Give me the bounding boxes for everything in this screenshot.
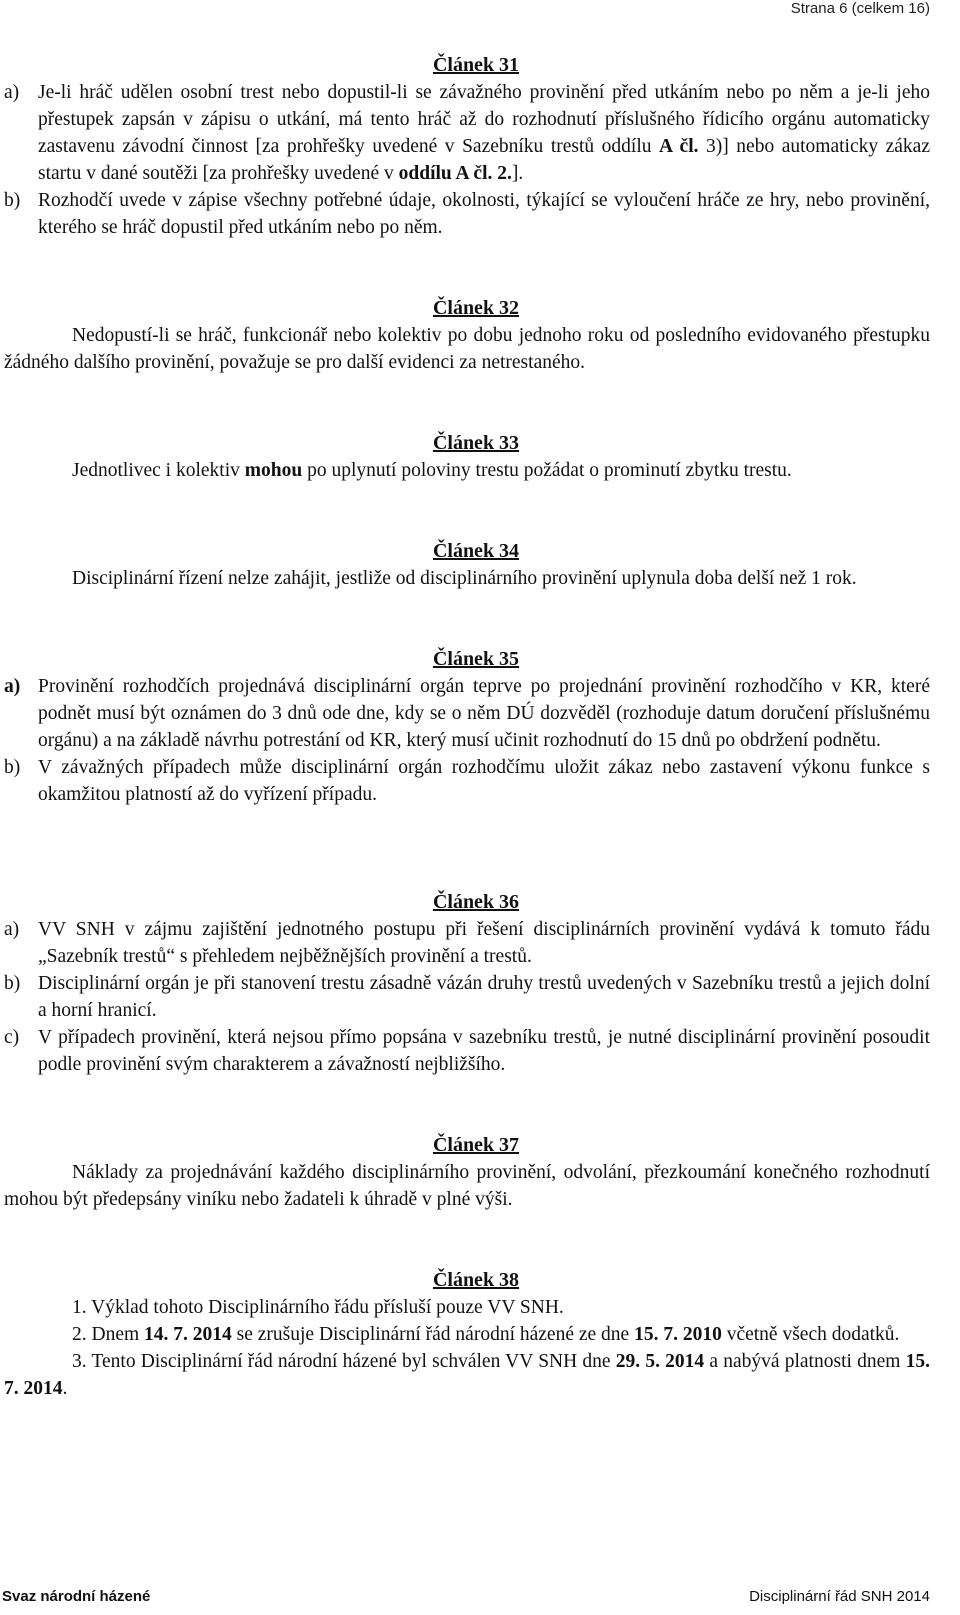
list-item: [4, 916, 930, 970]
bold-text: mohou: [244, 460, 303, 481]
text-run: se zrušuje Disciplinární řád národní házené ze dne: [231, 1324, 635, 1345]
article-35: [4, 646, 930, 808]
text-run: po uplynutí poloviny trestu požádat o prominutí zbytku trestu.: [302, 460, 792, 481]
text-run: 3)] nebo automaticky zákaz startu v dané soutěži [za prohřešky uvedené v: [38, 136, 930, 184]
text-run: a nabývá platnosti dnem: [704, 1351, 906, 1372]
article-text: Nedopustí-li se hráč, funkcionář nebo kolektiv po dobu jednoho roku od posledního evidovaného přestupku žádného dalšího provinění, považuje se pro další evidenci za netrestaného.: [4, 325, 930, 373]
article-37: [4, 1132, 930, 1213]
text-run: 2. Dnem: [72, 1324, 145, 1345]
article-38: [4, 1267, 930, 1402]
list-marker: b): [4, 973, 21, 994]
list-item: [4, 673, 930, 754]
text-run: včetně všech dodatků.: [721, 1324, 900, 1345]
list-marker: a): [4, 919, 20, 940]
list-item: [4, 1024, 930, 1078]
article-34: [4, 538, 930, 592]
article-title: Článek 32: [432, 297, 520, 319]
numbered-item: [4, 1321, 930, 1348]
article-33: [4, 430, 930, 484]
article-list: [4, 916, 930, 1078]
list-item-text: Rozhodčí uvede v zápise všechny potřebné údaje, okolnosti, týkající se vyloučení hráče ze hry, nebo provinění, kterého se hráč dopustil před utkáním nebo po něm.: [38, 190, 930, 238]
list-item: [4, 79, 930, 187]
text-run: 3. Tento Disciplinární řád národní házené byl schválen VV SNH dne: [72, 1351, 616, 1372]
text-run: Jednotlivec i kolektiv: [72, 460, 245, 481]
page-footer: [2, 1588, 930, 1605]
list-marker: b): [4, 190, 21, 211]
article-title: Článek 36: [432, 891, 520, 913]
list-item: [4, 970, 930, 1024]
article-text: [4, 457, 930, 484]
article-text: Disciplinární řízení nelze zahájit, jestliže od disciplinárního provinění uplynula doba delší než 1 rok.: [72, 568, 857, 589]
article-31: [4, 52, 930, 241]
list-marker: a): [4, 82, 20, 103]
list-item-text: VV SNH v zájmu zajištění jednotného postupu při řešení disciplinárních provinění vydává k tomuto řádu „Sazebník trestů“ s přehledem nejběžnějších provinění a trestů.: [38, 919, 930, 967]
text-run: .: [62, 1378, 68, 1399]
list-marker: c): [4, 1027, 20, 1048]
list-item: [4, 187, 930, 241]
list-item-text: V případech provinění, která nejsou přímo popsána v sazebníku trestů, je nutné disciplinární provinění posoudit podle provinění svým charakterem a závažností nejbližšího.: [38, 1027, 930, 1075]
article-36: [4, 889, 930, 1078]
list-item-text: V závažných případech může disciplinární orgán rozhodčímu uložit zákaz nebo zastavení výkonu funkce s okamžitou platností až do vyřízení případu.: [38, 757, 930, 805]
article-title: Článek 38: [432, 1269, 520, 1291]
list-item: [4, 754, 930, 808]
bold-text: 15. 7. 2014: [4, 1351, 931, 1399]
list-item-text: [38, 79, 930, 187]
footer-document-title: Disciplinární řád SNH 2014: [749, 1588, 930, 1605]
article-list: [4, 673, 930, 808]
bold-text: oddílu A čl. 2.: [398, 163, 512, 184]
text-run: Je-li hráč udělen osobní trest nebo dopustil-li se závažného provinění před utkáním nebo po něm a je-li jeho přestupek zapsán v zápisu o utkání, má tento hráč až do rozhodnutí příslušného řídicího orgánu automaticky zastavenu závodní činnost [za prohřešky uvedené v Sazebníku trestů oddílu: [38, 82, 930, 157]
numbered-item: 1. Výklad tohoto Disciplinárního řádu přísluší pouze VV SNH.: [72, 1297, 564, 1318]
text-run: ].: [511, 163, 524, 184]
bold-text: 15. 7. 2010: [634, 1324, 722, 1345]
list-item-text: Provinění rozhodčích projednává disciplinární orgán teprve po projednání provinění rozhodčího v KR, které podnět musí být oznámen do 3 dnů ode dne, kdy se o něm DÚ dozvěděl (rozhoduje datum doručení příslušnému orgánu) a na základě návrhu potrestání od KR, který musí učinit rozhodnutí do 15 dnů po obdržení podnětu.: [38, 676, 930, 751]
article-list: [4, 79, 930, 241]
document-body: [4, 52, 930, 1402]
article-title: Článek 37: [432, 1134, 520, 1156]
bold-text: 29. 5. 2014: [615, 1351, 705, 1372]
article-title: Článek 31: [432, 54, 520, 76]
numbered-item: [4, 1348, 930, 1402]
article-title: Článek 34: [432, 540, 520, 562]
list-marker: b): [4, 757, 21, 778]
article-32: [4, 295, 930, 376]
article-title: Článek 35: [432, 648, 520, 670]
footer-organization: Svaz národní házené: [2, 1588, 151, 1605]
article-text: Náklady za projednávání každého disciplinárního provinění, odvolání, přezkoumání konečného rozhodnutí mohou být předepsány viníku nebo žadateli k úhradě v plné výši.: [4, 1162, 930, 1210]
article-title: Článek 33: [432, 432, 520, 454]
bold-text: 14. 7. 2014: [144, 1324, 232, 1345]
bold-text: A čl.: [659, 136, 699, 157]
page-number: Strana 6 (celkem 16): [790, 0, 930, 17]
list-marker: a): [4, 676, 21, 697]
list-item-text: Disciplinární orgán je při stanovení trestu zásadně vázán druhy trestů uvedených v Sazebníku trestů a jejich dolní a horní hranicí.: [38, 973, 930, 1021]
